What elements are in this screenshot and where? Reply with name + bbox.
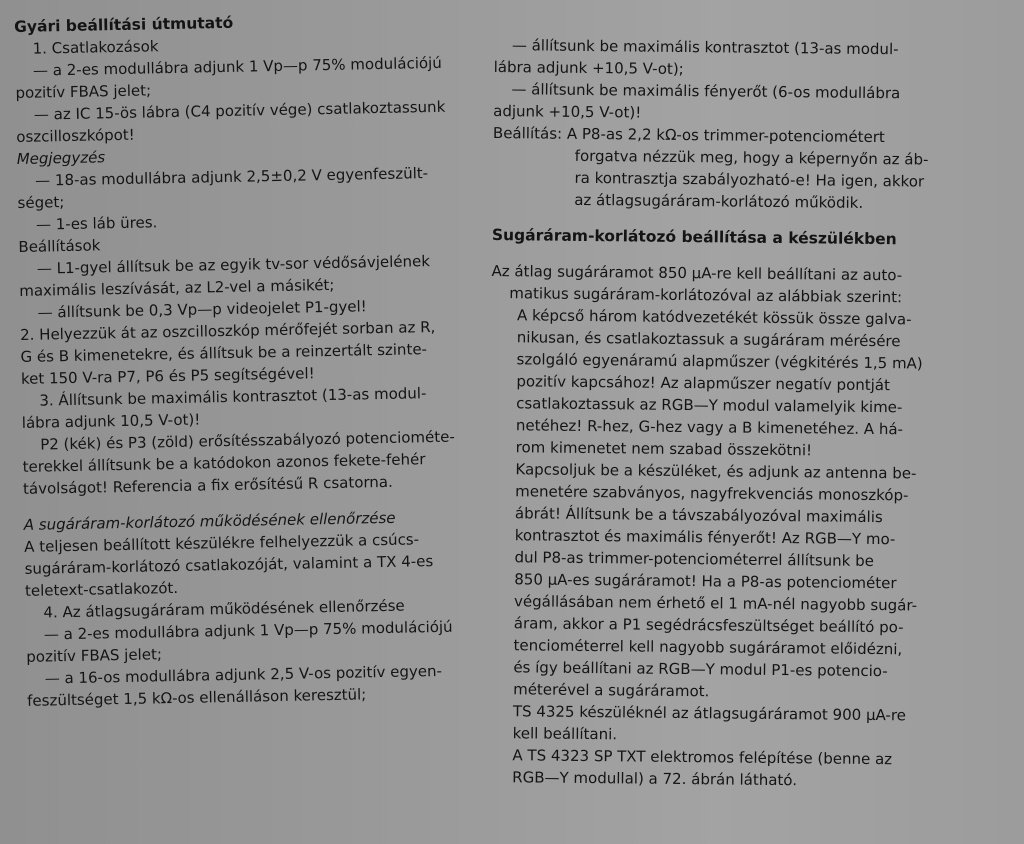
text-line: kell beállítani. <box>512 724 618 744</box>
text-line: kontrasztot és maximális fényerőt! Az RGB—Y mo- <box>514 526 896 549</box>
text-line: menetére szabványos, nagyfrekvenciás monoszkóp- <box>515 482 909 505</box>
text-line: 1. Csatlakozások <box>32 37 159 58</box>
text-line: — a 2-es modullábra adjunk 1 Vp—p 75% modulációjú <box>32 53 442 80</box>
text-line: 850 µA-es sugáráramot! Ha a P8-as potenciométer <box>514 570 897 593</box>
text-line: távolságot! Referencia a fix erősítésű R csatorna. <box>22 472 393 498</box>
text-line: rom kimenetet nem szabad összekötni! <box>515 438 813 460</box>
text-line: az átlagsugáráram-korlátozó működik. <box>574 190 864 212</box>
text-line: 2. Helyezzük át az oszcilloszkóp mérőfejét sorban az R, <box>19 317 436 344</box>
text-line: — állítsunk be maximális kontrasztot (13-as modul- <box>511 36 899 59</box>
text-line: matikus sugáráram-korlátozóval az alábbiak szerint: <box>509 284 903 307</box>
text-line: 3. Állítsunk be maximális kontrasztot (13-as modul- <box>39 384 427 410</box>
text-line: oszcilloszkópot! <box>16 125 135 146</box>
text-line: adjunk +10,5 V-ot)! <box>493 101 642 122</box>
text-line: szolgáló egyenáramú alapműszer (végkitérés 1,5 mA) <box>516 350 923 373</box>
section-heading: Sugáráram-korlátozó beállítása a készülékben <box>491 225 897 249</box>
text-line: maximális leszívását, az L2-vel a másikét; <box>19 275 335 300</box>
text-line: ra kontrasztja szabályozható-e! Ha igen, akkor <box>574 168 925 191</box>
text-line: terekkel állítsunk be a katódokon azonos fekete-fehér <box>22 450 426 476</box>
text-line: A teljesen beállított készülékre felhelyezzük a csúcs- <box>24 530 420 556</box>
text-line: — az IC 15-ös lábra (C4 pozitív vége) csatlakoztassunk <box>33 97 446 124</box>
text-line: netéhez! R-hez, G-hez vagy a B kimenetéhez. A há- <box>515 416 904 439</box>
text-line: dul P8-as trimmer-potenciométerrel állítsunk be <box>514 548 875 571</box>
text-line: — 18-as modullábra adjunk 2,5±0,2 V egyenfeszült- <box>34 164 429 190</box>
text-line: forgatva nézzük meg, hogy a képernyőn az áb- <box>574 146 929 169</box>
text-line: áram, akkor a P1 segédrácsfeszültséget beállító po- <box>513 614 904 637</box>
text-line: Kapcsoljuk be a készüléket, és adjunk az antenna be- <box>515 460 917 483</box>
text-line: — állítsunk be 0,3 Vp—p videojelet P1-gyel! <box>37 297 367 322</box>
text-line: P2 (kék) és P3 (zöld) erősítésszabályozó potenciométe- <box>40 427 456 454</box>
text-line: Az átlag sugáráramot 850 µA-re kell beállítani az auto- <box>491 261 903 285</box>
text-line: méterével a sugáráramot. <box>513 680 710 701</box>
text-line: 4. Az átlagsugáráram működésének ellenőrzése <box>43 596 405 622</box>
text-line: G és B kimenetekre, és állítsuk be a reinzertált szinte- <box>20 340 428 366</box>
text-line: sugáráram-korlátozó csatlakozóját, valamint a TX 4-es <box>24 552 434 578</box>
subsection-heading: A sugáráram-korlátozó működésének ellenőrzése <box>23 508 396 534</box>
text-line: A TS 4323 SP TXT elektromos felépítése (benne az <box>512 746 893 769</box>
text-line: — a 2-es modullábra adjunk 1 Vp—p 75% modulációjú <box>43 617 453 644</box>
text-line: tenciométerrel kell nagyobb sugáráramot előidézni, <box>513 636 903 659</box>
text-line: Beállítás: A P8-as 2,2 kΩ-os trimmer-potenciométert <box>492 123 885 147</box>
text-line: A képcső három katódvezetékét kössük össze galva- <box>516 306 912 329</box>
text-line: nikusan, és csatlakoztassuk a sugáráram mérésére <box>516 328 901 351</box>
text-line: ket 150 V-ra P7, P6 és P5 segítségével! <box>20 364 315 388</box>
text-line: feszültséget 1,5 kΩ-os ellenálláson keresztül; <box>26 685 367 710</box>
text-line: pozitív FBAS jelet; <box>26 645 163 666</box>
text-line: és így beállítani az RGB—Y modul P1-es potencio- <box>513 658 888 681</box>
section-title: Gyári beállítási útmutató <box>14 13 234 36</box>
text-line: séget; <box>17 193 65 212</box>
text-line: csatlakoztassuk az RGB—Y modul valamelyik kime- <box>516 394 903 417</box>
text-line: RGB—Y modullal) a 72. ábrán látható. <box>512 768 798 790</box>
text-line: pozitív FBAS jelet; <box>15 81 152 102</box>
text-line: — állítsunk be maximális fényerőt (6-os modullábra <box>511 80 901 103</box>
text-line: teletext-csatlakozót. <box>24 578 179 600</box>
text-line: TS 4325 készüléknél az átlagsugáráramot 900 µA-re <box>512 702 907 725</box>
text-line: — 1-es láb üres. <box>35 213 158 234</box>
text-line: ábrát! Állítsunk be a távszabályozóval maximális <box>514 504 883 527</box>
text-line: — L1-gyel állítsuk be az egyik tv-sor védősávjelének <box>36 252 431 278</box>
text-line: lábra adjunk 10,5 V-ot)! <box>21 410 201 432</box>
right-column <box>486 34 984 793</box>
left-column <box>14 7 497 712</box>
note-heading: Megjegyzés <box>16 148 106 168</box>
text-line: lábra adjunk +10,5 V-ot); <box>493 57 684 78</box>
text-line: végállásában nem érhető el 1 mA-nél nagyobb sugár- <box>513 592 918 615</box>
text-line: — a 16-os modullábra adjunk 2,5 V-os pozitív egyen- <box>44 661 443 688</box>
text-line: pozitív kapcsához! Az alapműszer negatív pontját <box>516 372 891 395</box>
settings-heading: Beállítások <box>18 236 101 256</box>
